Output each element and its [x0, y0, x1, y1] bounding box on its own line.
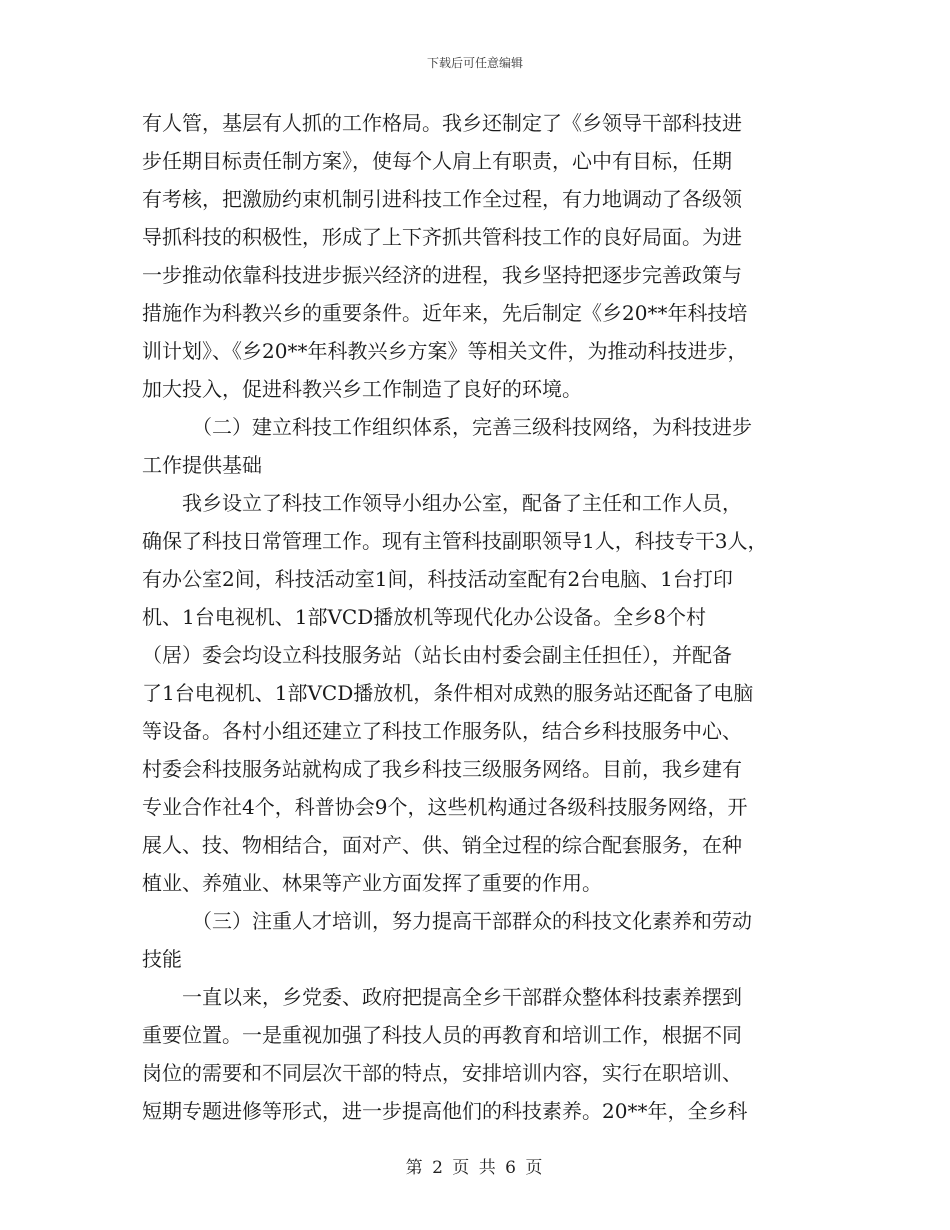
paragraph-line: 有办公室2间，科技活动室1间，科技活动室配有2台电脑、1台打印	[142, 567, 733, 591]
paragraph-line: 措施作为科教兴乡的重要条件。近年来，先后制定《乡20**年科技培	[142, 301, 748, 325]
paragraph-line: 短期专题进修等形式，进一步提高他们的科技素养。20**年，全乡科	[142, 1099, 748, 1123]
paragraph-line: 重要位置。一是重视加强了科技人员的再教育和培训工作，根据不同	[142, 1023, 742, 1047]
section-heading-continued: 技能	[142, 947, 182, 971]
paragraph-line: 一直以来，乡党委、政府把提高全乡干部群众整体科技素养摆到	[182, 985, 742, 1009]
paragraph-line: 等设备。各村小组还建立了科技工作服务队，结合乡科技服务中心、	[142, 719, 742, 743]
paragraph-line: 岗位的需要和不同层次干部的特点，安排培训内容，实行在职培训、	[142, 1061, 742, 1085]
document-body	[142, 104, 832, 1130]
page-number-footer: 第 2 页 共 6 页	[405, 1158, 545, 1178]
paragraph-line: 植业、养殖业、林果等产业方面发挥了重要的作用。	[142, 871, 602, 895]
paragraph-line: 一步推动依靠科技进步振兴经济的进程，我乡坚持把逐步完善政策与	[142, 263, 742, 287]
paragraph-line: 确保了科技日常管理工作。现有主管科技副职领导1人，科技专干3人，	[142, 529, 768, 553]
paragraph-line: 有人管，基层有人抓的工作格局。我乡还制定了《乡领导干部科技进	[142, 111, 742, 135]
paragraph-line: 机、1台电视机、1部VCD播放机等现代化办公设备。全乡8个村	[142, 605, 706, 629]
page-header: 下载后可任意编辑	[426, 56, 523, 70]
paragraph-line: 有考核，把激励约束机制引进科技工作全过程，有力地调动了各级领	[142, 187, 742, 211]
paragraph-line: 展人、技、物相结合，面对产、供、销全过程的综合配套服务，在种	[142, 833, 742, 857]
paragraph-line: 训计划》、《乡20**年科教兴乡方案》等相关文件，为推动科技进步，	[142, 339, 748, 363]
paragraph-line: 专业合作社4个，科普协会9个，这些机构通过各级科技服务网络，开	[142, 795, 748, 819]
paragraph-line: 加大投入，促进科教兴乡工作制造了良好的环境。	[142, 377, 582, 401]
section-heading: （三）注重人才培训，努力提高干部群众的科技文化素养和劳动	[192, 909, 752, 933]
section-heading: （二）建立科技工作组织体系，完善三级科技网络，为科技进步	[192, 415, 752, 439]
paragraph-line: 导抓科技的积极性，形成了上下齐抓共管科技工作的良好局面。为进	[142, 225, 742, 249]
section-heading-continued: 工作提供基础	[142, 453, 262, 477]
paragraph-line: 我乡设立了科技工作领导小组办公室，配备了主任和工作人员，	[182, 491, 742, 515]
paragraph-line: 村委会科技服务站就构成了我乡科技三级服务网络。目前，我乡建有	[142, 757, 742, 781]
paragraph-line: 了1台电视机、1部VCD播放机，条件相对成熟的服务站还配备了电脑	[142, 681, 754, 705]
paragraph-line: 步任期目标责任制方案》，使每个人肩上有职责，心中有目标，任期	[142, 149, 732, 173]
paragraph-line: （居）委会均设立科技服务站（站长由村委会副主任担任），并配备	[142, 643, 732, 667]
